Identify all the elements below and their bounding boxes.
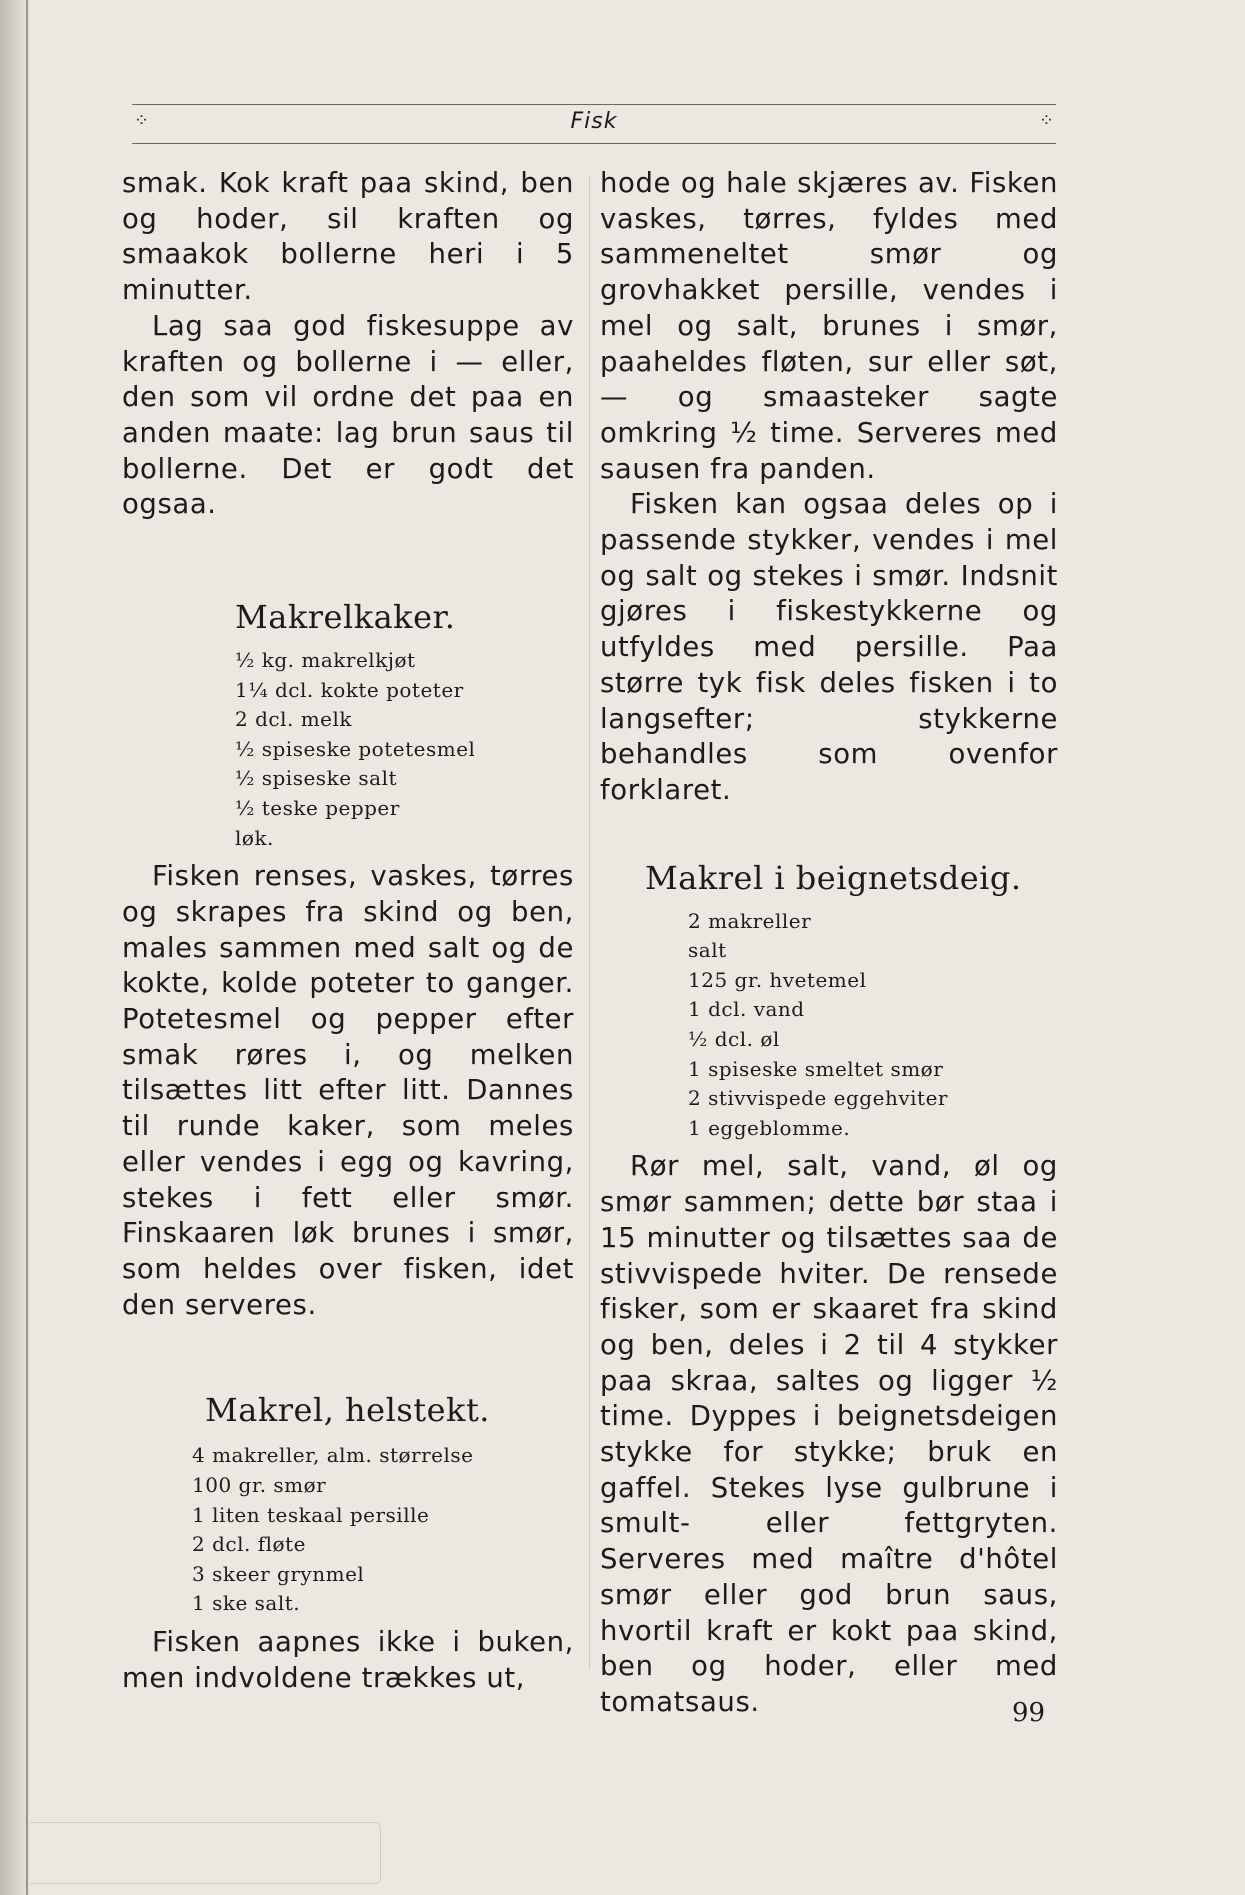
ingredient-item: ½ kg. makrelkjøt [235,648,416,673]
column-divider [589,175,590,1670]
left-column [122,166,574,1696]
left-paragraph-2: Lag saa god fiskesuppe av kraften og bollerne i — eller, den som vil ordne det paa en anden maate: lag brun saus til bollerne. Det er godt det ogsaa. [122,309,574,521]
ingredient-item: 2 dcl. melk [235,707,353,732]
ornament-left-icon: ⁘ [134,110,150,131]
ingredient-item: 2 dcl. fløte [192,1532,306,1557]
ingredient-item: 1 spiseske smeltet smør [688,1056,944,1081]
ingredient-item: 1¼ dcl. kokte poteter [235,677,464,702]
ingredient-item: ½ spiseske potetesmel [235,736,476,761]
running-head [132,104,1056,144]
recipe-title-helstekt: Makrel, helstekt. [205,1391,490,1430]
ingredient-item: 1 ske salt. [192,1591,301,1616]
ingredient-item: 2 makreller [688,908,812,933]
right-paragraph-1: hode og hale skjæres av. Fisken vaskes, tørres, fyldes med sammeneltet smør og grovhakket persille, vendes i mel og salt, brunes i smør, paaheldes fløten, sur eller søt, — og smaasteker sagte omkring ½ time. Serveres med sausen fra panden. [600,167,1058,485]
ingredient-list-makrelkaker [235,646,574,853]
ingredient-item: 1 liten teskaal persille [192,1502,430,1527]
recipe-title-makrelkaker: Makrelkaker. [235,598,456,637]
ingredient-list-beignetsdeig [688,907,1058,1144]
ingredient-item: ½ dcl. øl [688,1027,780,1052]
recipe-text-makrelkaker: Fisken renses, vaskes, tørres og skrapes fra skind og ben, males sammen med salt og de kokte, kolde poteter to ganger. Potetesmel og pepper efter smak røres i, og melken tilsættes litt efter litt. Dannes til runde kaker, som meles eller vendes i egg og kavring, stekes i fett eller smør. Finskaaren løk brunes i smør, som heldes over fisken, idet den serveres. [122,860,574,1321]
recipe-title-beignetsdeig: Makrel i beignetsdeig. [645,858,1022,897]
recipe-text-beignetsdeig: Rør mel, salt, vand, øl og smør sammen; dette bør staa i 15 minutter og tilsættes saa de stivvispede hviter. De rensede fisker, som er skaaret fra skind og ben, deles i 2 til 4 stykker paa skraa, saltes og ligger ½ time. Dyppes i beignetsdeigen stykke for stykke; bruk en gaffel. Stekes lyse gulbrune i smult- eller fettgryten. Serveres med maître d'hôtel smør eller god brun saus, hvortil kraft er kokt paa skind, ben og hoder, eller med tomatsaus. [600,1150,1058,1718]
page-edge-mark [30,1822,381,1884]
ingredient-item: 2 stivvispede eggehviter [688,1086,948,1111]
ingredient-item: ½ spiseske salt [235,766,398,791]
right-paragraph-2: Fisken kan ogsaa deles op i passende stykker, vendes i mel og salt og stekes i smør. Indsnit gjøres i fiskestykkerne og utfyldes med persille. Paa større tyk fisk deles fisken i to langsefter; stykkerne behandles som ovenfor forklaret. [600,488,1058,806]
running-head-title: Fisk [570,109,618,134]
ingredient-item: ½ teske pepper [235,796,400,820]
recipe-text-helstekt: Fisken aapnes ikke i buken, men indvoldene trækkes ut, [122,1625,574,1694]
page-number: 99 [1012,1698,1046,1728]
ingredient-item: 1 eggeblomme. [688,1115,851,1140]
ornament-right-icon: ⁘ [1038,110,1054,131]
ingredient-item: 100 gr. smør [192,1472,327,1497]
ingredient-item: salt [688,938,727,963]
ingredient-item: 1 dcl. vand [688,997,805,1022]
ingredient-item: løk. [235,825,274,850]
ingredient-item: 3 skeer grynmel [192,1561,365,1586]
ingredient-item: 125 gr. hvetemel [688,967,867,992]
ingredient-item: 4 makreller, alm. størrelse [192,1443,474,1468]
right-column [600,166,1058,1721]
binding-gutter-line [26,0,28,1895]
ingredient-list-helstekt [192,1441,574,1619]
left-paragraph-1: smak. Kok kraft paa skind, ben og hoder, sil kraften og smaakok bollerne heri i 5 minutter. [122,167,574,307]
